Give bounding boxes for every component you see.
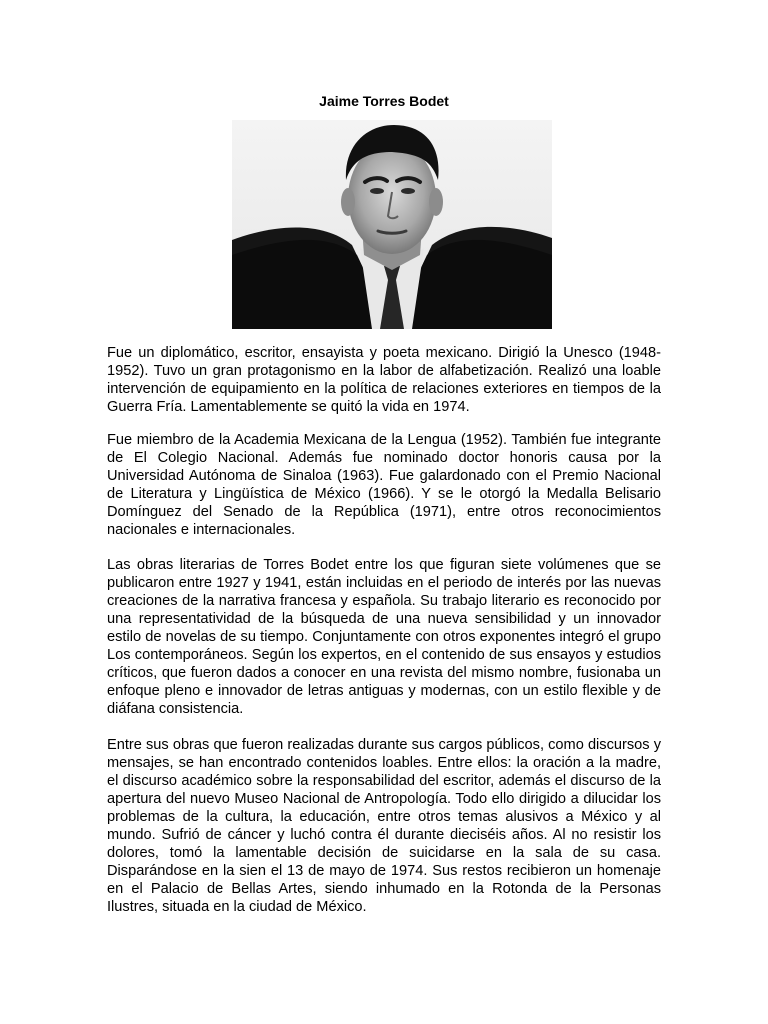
paragraph-honors: Fue miembro de la Academia Mexicana de la Lengua (1952). También fue integrante de El Colegio Nacional. Además fue nominado doctor honoris causa por la Universidad Autónoma de Sinaloa (1963). Fue galardonado con el Premio Nacional de Literatura y Lingüística de México (1966). Y se le otorgó la Medalla Belisario Domínguez del Senado de la República (1971), entre otros reconocimientos nacionales e internacionales. <box>107 432 661 538</box>
portrait-illustration <box>232 120 552 329</box>
document-title: Jaime Torres Bodet <box>319 93 449 109</box>
paragraph-literary-works: Las obras literarias de Torres Bodet entre los que figuran siete volúmenes que se publicaron entre 1927 y 1941, están incluidas en el periodo de interés por las nuevas creaciones de la narrativa francesa y española. Su trabajo literario es reconocido por una representatividad de la búsqueda de una nueva sensibilidad y un innovador estilo de novelas de su tiempo. Conjuntamente con otros exponentes integró el grupo Los contemporáneos. Según los expertos, en el contenido de sus ensayos y estudios críticos, que fueron dados a conocer en una revista del mismo nombre, fusionaba un enfoque pleno e innovador de letras antiguas y modernas, con un estilo flexible y de diáfana consistencia. <box>107 557 661 717</box>
paragraph-biography-intro: Fue un diplomático, escritor, ensayista y poeta mexicano. Dirigió la Unesco (1948-1952). Tuvo un gran protagonismo en la labor de alfabetización. Realizó una loable intervención de equipamiento en la política de relaciones exteriores en tiempos de la Guerra Fría. Lamentablemente se quitó la vida en 1974. <box>107 345 661 415</box>
paragraph-public-works-and-death: Entre sus obras que fueron realizadas durante sus cargos públicos, como discursos y mensajes, se han encontrado contenidos loables. Entre ellos: la oración a la madre, el discurso académico sobre la responsabilidad del escritor, además el discurso de la apertura del nuevo Museo Nacional de Antropología. Todo ello dirigido a dilucidar los problemas de la cultura, la educación, entre otros temas alusivos a México y al mundo. Sufrió de cáncer y luchó contra él durante dieciséis años. Al no resistir los dolores, tomó la lamentable decisión de suicidarse en la sala de su casa. Disparándose en la sien el 13 de mayo de 1974. Sus restos recibieron un homenaje en el Palacio de Bellas Artes, siendo inhumado en la Rotonda de la Personas Ilustres, situada en la ciudad de México. <box>107 737 661 915</box>
portrait-photo <box>232 120 552 329</box>
